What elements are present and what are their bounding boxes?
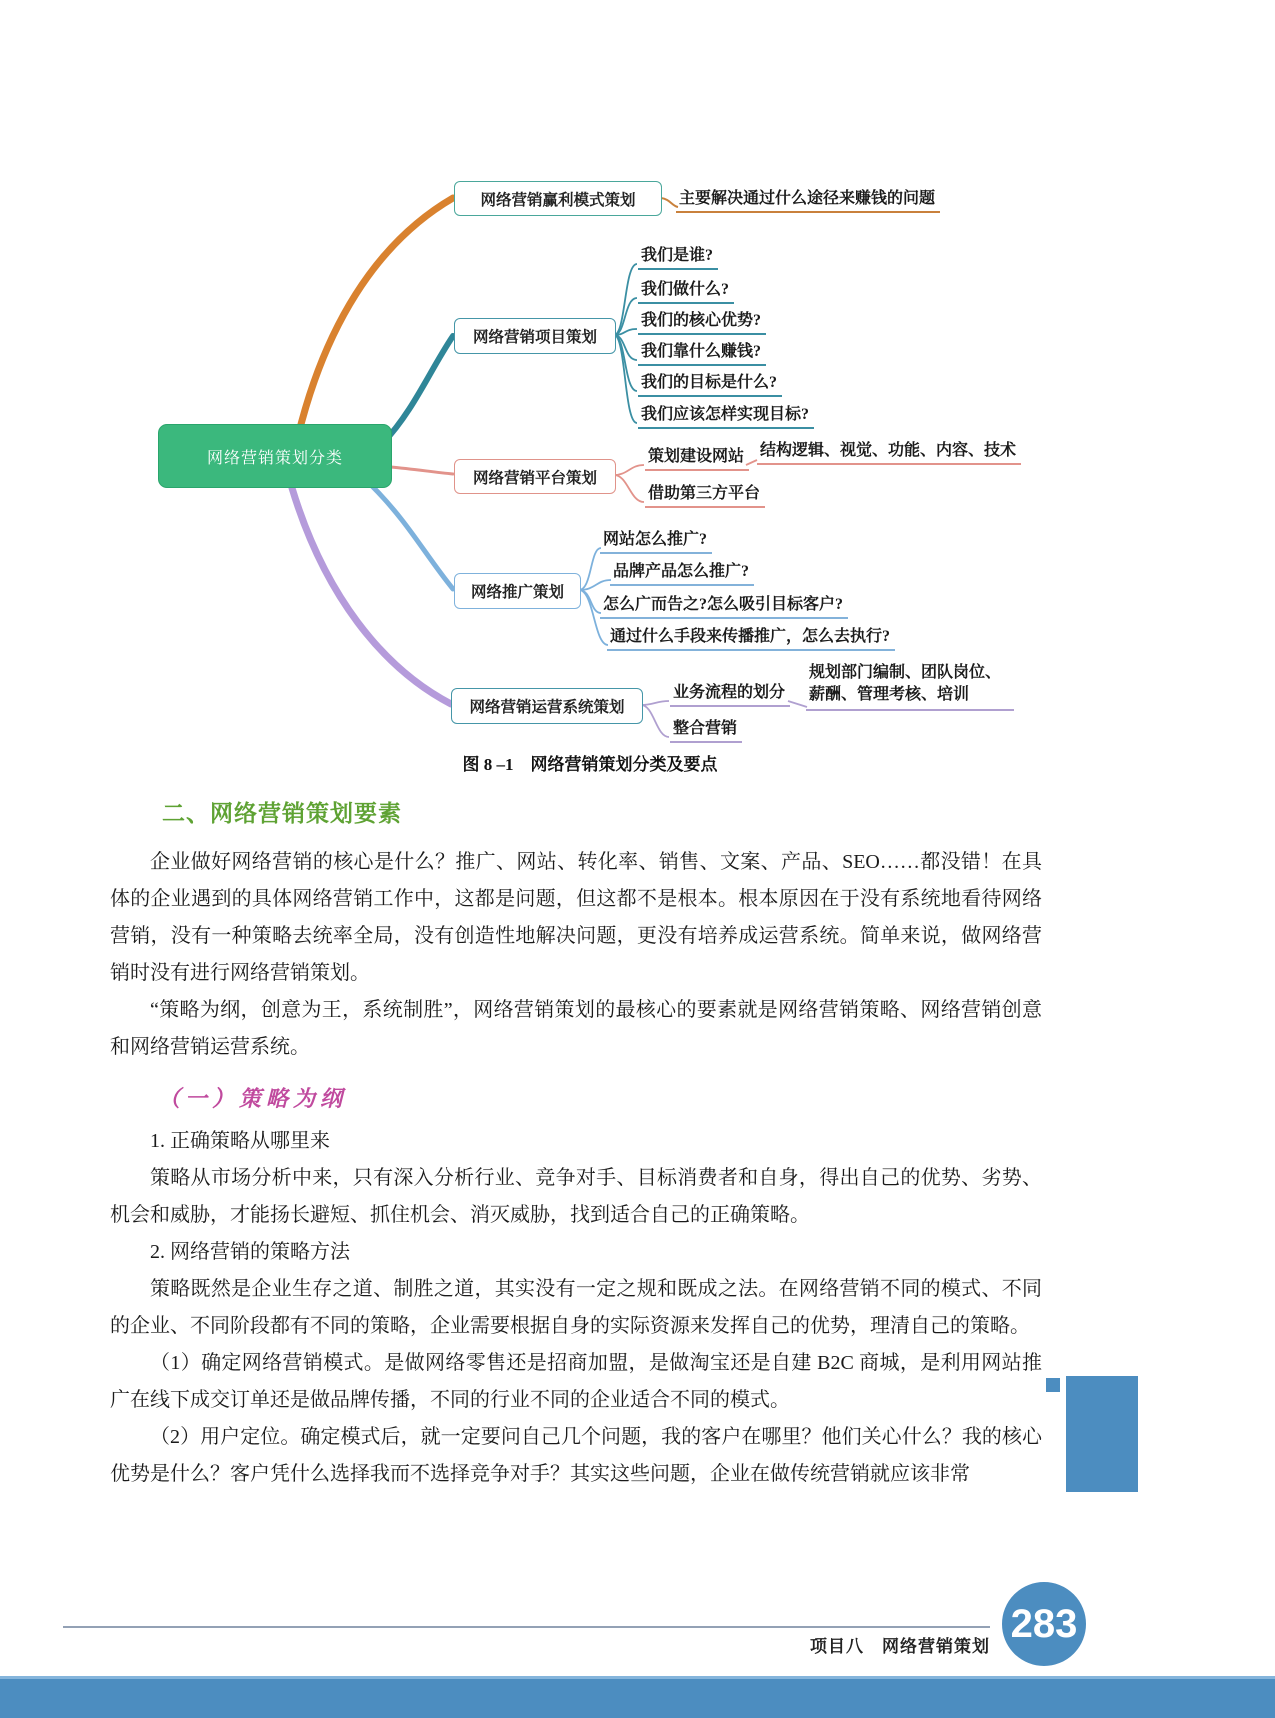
sub-heading: （一）策略为纲 xyxy=(158,1086,348,1111)
figure-caption: 图 8 –1 网络营销策划分类及要点 xyxy=(462,755,718,774)
bottom-bar xyxy=(0,1676,1275,1718)
list-item-title: 1. 正确策略从哪里来 xyxy=(150,1130,330,1152)
mindmap-leaf: 我们靠什么赚钱? xyxy=(638,338,766,366)
page-number-badge: 283 xyxy=(997,1577,1091,1671)
mindmap-leaf: 我们应该怎样实现目标? xyxy=(638,401,814,429)
mindmap-leaf: 借助第三方平台 xyxy=(645,480,765,508)
mindmap-node-operation-system: 网络营销运营系统策划 xyxy=(451,688,643,724)
list-item-title: 2. 网络营销的策略方法 xyxy=(150,1241,350,1263)
paragraph: 策略既然是企业生存之道、制胜之道，其实没有一定之规和既成之法。在网络营销不同的模式、不同的企业、不同阶段都有不同的策略，企业需要根据自身的实际资源来发挥自己的优势，理清自己的策略。 xyxy=(110,1278,1042,1337)
footer-rule xyxy=(63,1626,990,1628)
section-heading: 二、网络营销策划要素 xyxy=(162,800,402,826)
mindmap-leaf: 规划部门编制、团队岗位、薪酬、管理考核、培训 xyxy=(806,662,1014,711)
mindmap-leaf: 结构逻辑、视觉、功能、内容、技术 xyxy=(757,437,1021,465)
mindmap-leaf: 怎么广而告之?怎么吸引目标客户? xyxy=(600,591,848,619)
mindmap-leaf: 我们的目标是什么? xyxy=(638,369,782,397)
mindmap-leaf: 整合营销 xyxy=(670,715,742,743)
paragraph: “策略为纲，创意为王，系统制胜”，网络营销策划的最核心的要素就是网络营销策略、网络营销创意和网络营销运营系统。 xyxy=(110,999,1042,1058)
side-decoration-rect xyxy=(1066,1376,1138,1492)
paragraph: （2）用户定位。确定模式后，就一定要问自己几个问题，我的客户在哪里？他们关心什么？我的核心优势是什么？客户凭什么选择我而不选择竞争对手？其实这些问题，企业在做传统营销就应该非常 xyxy=(110,1426,1042,1485)
mindmap-leaf: 我们是谁? xyxy=(638,242,718,270)
mindmap-node-platform: 网络营销平台策划 xyxy=(454,459,616,494)
mindmap-leaf: 主要解决通过什么途径来赚钱的问题 xyxy=(676,185,940,213)
paragraph: （1）确定网络营销模式。是做网络零售还是招商加盟，是做淘宝还是自建 B2C 商城，是利用网站推广在线下成交订单还是做品牌传播，不同的行业不同的企业适合不同的模式。 xyxy=(110,1352,1042,1411)
paragraph: 企业做好网络营销的核心是什么？推广、网站、转化率、销售、文案、产品、SEO……都没错！在具体的企业遇到的具体网络营销工作中，这都是问题，但这都不是根本。根本原因在于没有系统地看待网络营销，没有一种策略去统率全局，没有创造性地解决问题，更没有培养成运营系统。简单来说，做网络营销时没有进行网络营销策划。 xyxy=(110,851,1042,984)
side-decoration-square xyxy=(1046,1378,1060,1392)
mindmap-leaf: 策划建设网站 xyxy=(645,443,749,471)
mindmap-leaf: 品牌产品怎么推广? xyxy=(610,558,754,586)
mindmap-leaf: 我们的核心优势? xyxy=(638,307,766,335)
mindmap-leaf: 业务流程的划分 xyxy=(670,679,790,707)
mindmap-leaf: 我们做什么? xyxy=(638,276,734,304)
mindmap-leaf: 网站怎么推广? xyxy=(600,526,712,554)
mindmap-node-profit-model: 网络营销赢利模式策划 xyxy=(454,181,662,216)
mindmap-leaf: 通过什么手段来传播推广，怎么去执行? xyxy=(607,623,895,651)
mindmap-node-project: 网络营销项目策划 xyxy=(454,318,616,354)
footer-running-title: 项目八 网络营销策划 xyxy=(810,1637,990,1656)
mindmap-root-node: 网络营销策划分类 xyxy=(158,424,392,488)
paragraph: 策略从市场分析中来，只有深入分析行业、竞争对手、目标消费者和自身，得出自己的优势、劣势、机会和威胁，才能扬长避短、抓住机会、消灭威胁，找到适合自己的正确策略。 xyxy=(110,1167,1042,1226)
mindmap-node-promotion: 网络推广策划 xyxy=(454,573,581,609)
body-text-block xyxy=(110,795,1042,1493)
